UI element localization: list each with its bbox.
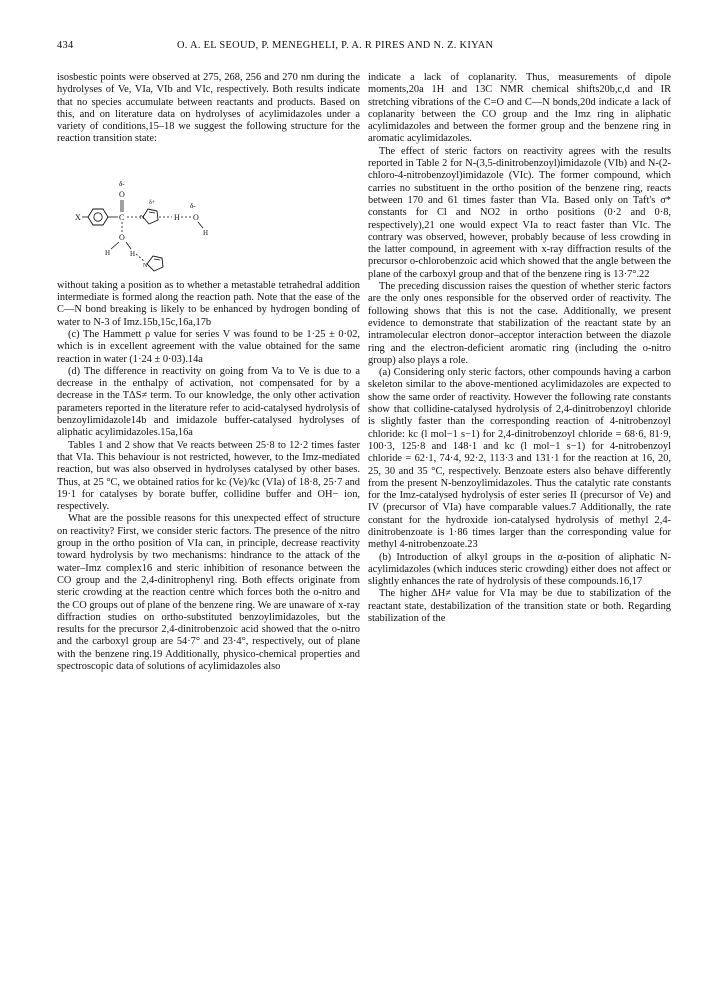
running-head-authors: O. A. EL SEOUD, P. MENEGHELI, P. A. R PIRES AND N. Z. KIYAN [177, 40, 494, 51]
paragraph: The preceding discussion raises the question of whether steric factors are the only ones responsible for the observed order of reactivity. The following shows that this is not the case. Additionally, we present evidence to demonstrate that stabilization of the reactant state by an intramolecular electron donor–acceptor interaction between the diazole ring and the electron-deficient aromatic ring (including the o-nitro group) also plays a role. [368, 281, 671, 366]
transition-state-figure [57, 152, 360, 276]
imidazole-nitrogen: N [140, 214, 145, 221]
paragraph: The higher ΔH≠ value for VIa may be due to stabilization of the reactant state, destabilization of the transition state or both. Regarding stabilization of the [368, 588, 671, 625]
paragraph: indicate a lack of coplanarity. Thus, measurements of dipole moments,20a 1H and 13C NMR chemical shifts20b,c,d and IR stretching vibrations of the C=O and C—N bonds,20d indicate a lack of coplanarity between the CO group and the Imz ring in aliphatic acylimidazoles and between the former group and the benzene ring in aromatic acylimidazoles. [368, 72, 671, 145]
x-substituent-label: X [75, 212, 81, 222]
benzene-ring [88, 209, 108, 225]
carbon-atom: C [119, 212, 125, 222]
catalyst-nitrogen: N [143, 262, 148, 269]
water-oxygen: O [193, 212, 199, 222]
paragraph: isosbestic points were observed at 275, 268, 256 and 270 nm during the hydrolyses of Ve, VIa, VIb and VIc, respectively. Both results indicate that no species accumulate between reactants and products. Based on this, and on literature data on hydrolyses of acylimidazoles under a variety of conditions,15–18 we suggest the following structure for the reaction transition state: [57, 72, 360, 145]
paragraph: (d) The difference in reactivity on going from Va to Ve is due to a decrease in the enthalpy of activation, not compensated for by a decrease in the TΔS≠ term. To our knowledge, the only other activation parameters reported in the literature refer to acid-catalysed hydrolysis of benzoylimidazole14b and imidazole buffer-catalysed hydrolyses of aliphatic acylimidazoles.15a,16a [57, 365, 360, 439]
paragraph: The effect of steric factors on reactivity agrees with the results reported in Table 2 for N-(3,5-dinitrobenzoyl)imidazole (VIb) and N-(2-chloro-4-nitrobenzoyl)imidazole (VIc). The former compound, which carries no substituent in the ortho position of the benzene ring, reacts between 170 and 61 times faster than VIa. Based only on Taft's σ* constants for Cl and NO2 in ortho positions (0·2 and 0·8, respectively),21 one would expect VIa to react faster than VIc. The contrary was observed, however, probably because of less crowding in the latter compound, in agreement with x-ray diffraction results of the precursor o-chlorobenzoic acid which showed that the angle between the plane of the carboxyl group and that of the benzene ring is 13·7°.22 [368, 145, 671, 280]
attacking-oxygen: O [119, 232, 125, 242]
paragraph: (c) The Hammett ρ value for series V was found to be 1·25 ± 0·02, which is in excellent agreement with the value obtained for the same reaction in water (1·24 ± 0·03).14a [57, 328, 360, 365]
paragraph: What are the possible reasons for this unexpected effect of structure on reactivity? First, we consider steric factors. The presence of the nitro group in the ortho position of VIa can, in principle, decrease reactivity toward hydrolysis by two mechanisms: hindrance to the attack of the water–Imz complex16 and steric inhibition of resonance between the CO group and the 2,4-dinitrophenyl ring. Both effects originate from steric crowding at the reaction centre which forces both the o-nitro and the CO groups out of plane of the benzene ring. We are unaware of x-ray diffraction studies on ortho-substituted benzoylimidazoles, but the results for the precursor 2,4-dinitrobenzoic acid showed that the o-nitro and the carboxyl group are 54·7° and 23·4°, respectively, out of plane with the benzene ring.19 Additionally, physico-chemical properties and spectroscopic data of solutions of acylimidazoles also [57, 513, 360, 672]
paragraph: (b) Introduction of alkyl groups in the α-position of aliphatic N-acylimidazoles (which induces steric crowding) either does not affect or slightly enhances the rate of hydrolysis of these compounds.16,17 [368, 551, 671, 588]
right-column [368, 72, 671, 625]
transition-state-structure [57, 152, 360, 276]
bridge-hydrogen: H [174, 212, 180, 222]
carbonyl-oxygen: O [119, 189, 125, 199]
catalyst-imidazole-ring [147, 256, 163, 271]
page-number: 434 [57, 40, 74, 51]
delta-minus-carbonyl: δ- [119, 179, 125, 188]
running-header [57, 40, 671, 56]
oxygen-hydrogen-left: H [105, 248, 111, 257]
paragraph: Tables 1 and 2 show that Ve reacts between 25·8 to 12·2 times faster that VIa. This behaviour is not restricted, however, to the Imz-mediated reaction, but was also observed in hydrolyses catalysed by other bases. Thus, at 25 °C, we obtained ratios for kc (Ve)/kc (VIa) of 18·8, 25·7 and 19·1 for catalyses by borate buffer, collidine buffer and OH− ion, respectively. [57, 439, 360, 513]
imidazole-ring [143, 209, 158, 224]
water-hydrogen: H [203, 228, 209, 237]
delta-plus-imidazole: δ+ [149, 199, 156, 206]
delta-minus-water: δ- [190, 201, 196, 210]
left-column [57, 72, 360, 673]
paragraph: (a) Considering only steric factors, other compounds having a carbon skeleton similar to the above-mentioned acylimidazoles are expected to show the same order of reactivity. However the following rate constants show that collidine-catalysed hydrolysis of 2,4-dinitrobenzoyl chloride is slightly faster than the corresponding reaction of 4-nitrobenzoyl chloride: kc (l mol−1 s−1) for 2,4-dinitrobenzoyl chloride = 68·6, 81·9, 100·3, 125·8 and 148·1 and kc (l mol−1 s−1) for 4-nitrobenzoyl chloride = 62·1, 74·4, 92·2, 113·3 and 131·1 for the reaction at 16, 20, 25, 30 and 35 °C, respectively. Benzoate esters also behave differently from the present N-benzoylimidazoles. Thus the catalytic rate constants for the Imz-catalysed hydrolysis of ester series II (precursor of Ve) and IV (precursor of VIa) have comparable values.7 Additionally, the rate constant for the hydroxide ion-catalysed hydrolysis of methyl 2,4-dinitrobenzoate is 1·86 times larger than the corresponding value for methyl 4-nitrobenzoate.23 [368, 367, 671, 551]
paragraph: without taking a position as to whether a metastable tetrahedral addition intermediate is formed along the reaction path. Note that the ease of the C—N bond breaking is likely to be enhanced by hydrogen bonding of water to N-3 of Imz.15b,15c,16a,17b [57, 279, 360, 328]
oxygen-hydrogen-right: H [130, 249, 136, 258]
